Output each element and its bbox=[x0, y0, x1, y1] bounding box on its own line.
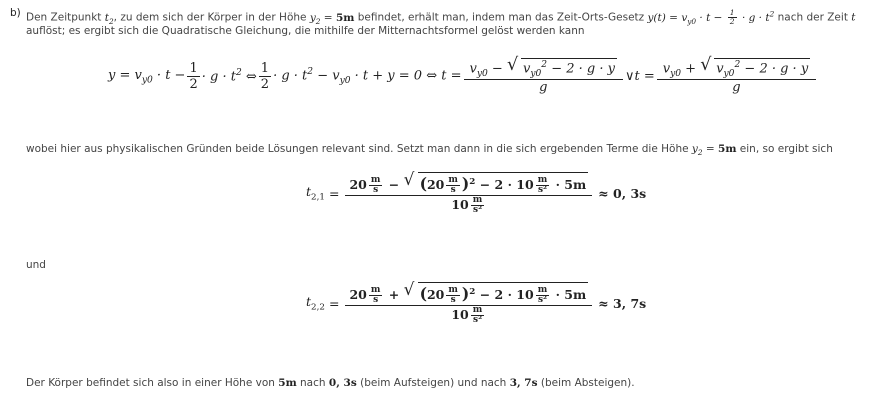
final-text-1: Der Körper befindet sich also in einer Höhe von bbox=[26, 377, 275, 389]
intro-text-3: befindet, erhält man, indem man das Zeit-Orts-Gesetz bbox=[357, 11, 645, 24]
final-text-2: nach bbox=[300, 377, 326, 389]
final-text-3: (beim Aufsteigen) und nach bbox=[360, 377, 507, 389]
final-t-up: 0, 3s bbox=[328, 377, 357, 389]
final-t-down: 3, 7s bbox=[509, 377, 538, 389]
result-t21: $t_{2,1}$ = 20 $\frac{m}{s}$ − √ (20 $\frac{m}{s}$ )$^2$ − 2 · 10 $\frac{m}{\text{s²}}$ · 5m 10 $\frac{m}{\text{s²}}$ ≈ 0, 3s bbox=[306, 169, 647, 215]
paragraph-substitution bbox=[26, 142, 833, 160]
quadratic-equation-display: $y = v_{y0} \cdot t$ − $\frac{1}{2}$ · $g \cdot t^2$ ⇔ $\frac{1}{2}$ · $g \cdot t^2 - v_{y0} \cdot t + y = 0$ ⇔ t = $v_{y0}$ − √ $v_{y0}^2 - 2 \cdot g \cdot y$ g ∨ t = $v_{y0}$ + √ $v_{y0}^2 - 2 \cdot g \cdot y$ g bbox=[108, 58, 818, 95]
t21-approx: ≈ 0, 3s bbox=[598, 186, 647, 201]
intro-text-2: , zu dem sich der Körper in der Höhe bbox=[113, 11, 307, 24]
intro-text-4: nach der Zeit bbox=[777, 11, 848, 24]
math-t2: $t_2$ bbox=[104, 11, 114, 26]
t22-approx: ≈ 3, 7s bbox=[598, 296, 647, 311]
t22-sub: 2,2 bbox=[311, 302, 325, 313]
subst-text-1: wobei hier aus physikalischen Gründen beide Lösungen relevant sind. Setzt man dann in die sich ergebenden Terme die Höhe bbox=[26, 143, 689, 155]
final-text-4: (beim Absteigen). bbox=[540, 377, 635, 389]
t21-sub: 2,1 bbox=[311, 192, 325, 203]
math-y2-eq-5m: $y_2 = 5m$ bbox=[309, 11, 355, 26]
intro-text-1: Den Zeitpunkt bbox=[26, 11, 102, 24]
part-label: b) bbox=[10, 7, 21, 19]
subst-text-2: ein, so ergibt sich bbox=[739, 143, 833, 155]
result-t22: $t_{2,2}$ = 20 $\frac{m}{s}$ + √ (20 $\frac{m}{s}$ )$^2$ − 2 · 10 $\frac{m}{\text{s²}}$ · 5m 10 $\frac{m}{\text{s²}}$ ≈ 3, 7s bbox=[306, 279, 647, 325]
math-y2-5m: $y_2 = 5m$ bbox=[691, 143, 737, 158]
und-text: und bbox=[26, 259, 46, 271]
paragraph-conclusion bbox=[26, 376, 635, 391]
math-law: $y(t) = v_{y0} \cdot t$ − $\frac{1}{2}$ · $g \cdot t^2$ bbox=[647, 8, 775, 26]
final-height: 5m bbox=[278, 377, 297, 389]
intro-text-5: auflöst; es ergibt sich die Quadratische Gleichung, die mithilfe der Mitternachtsformel gelöst werden kann bbox=[26, 25, 585, 37]
math-t: t bbox=[851, 11, 856, 24]
t21-label: t bbox=[306, 184, 312, 200]
t22-label: t bbox=[306, 294, 312, 310]
